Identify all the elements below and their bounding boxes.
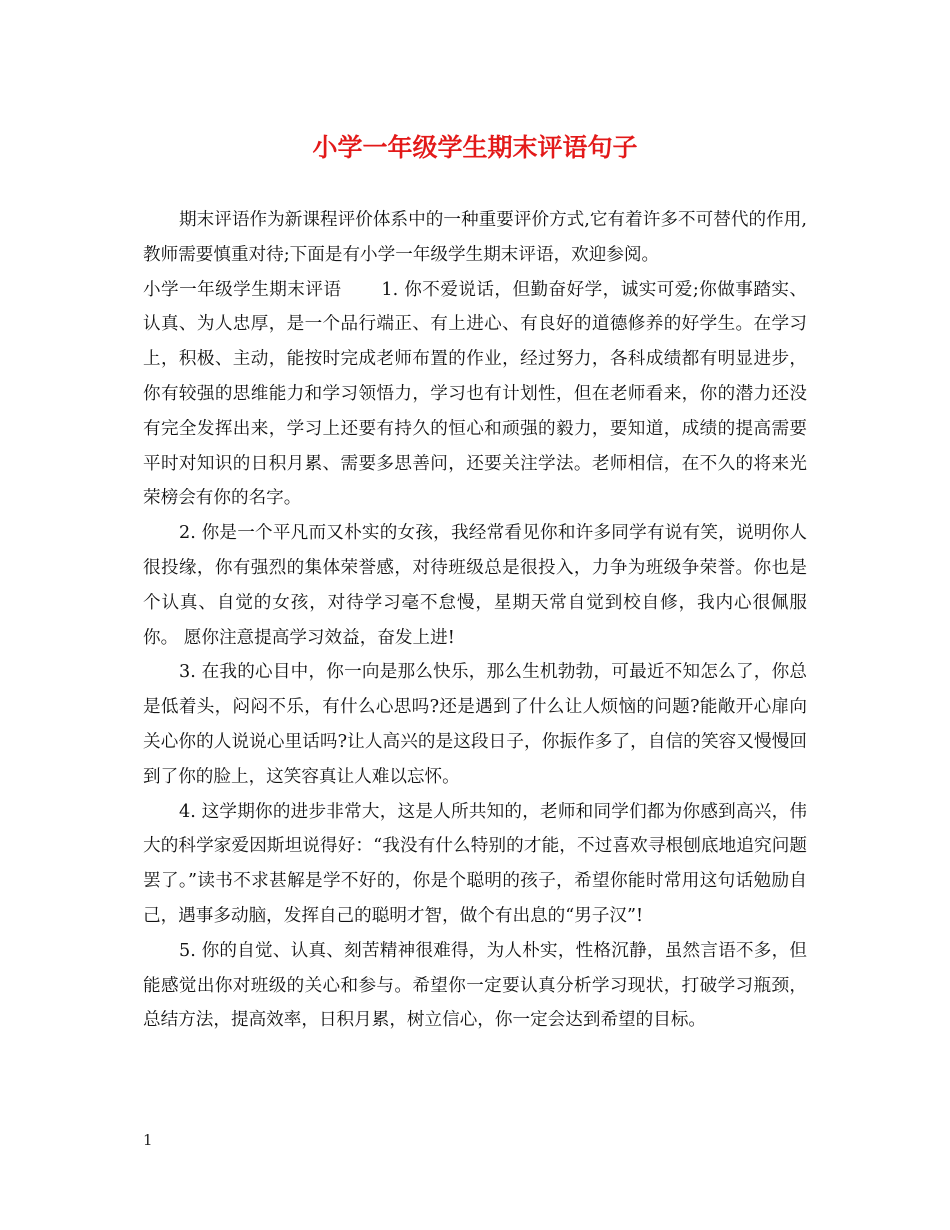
comment-paragraph-4: 4. 这学期你的进步非常大，这是人所共知的，老师和同学们都为你感到高兴，伟大的科学家爱因斯坦说得好：“我没有什么特别的才能，不过喜欢寻根刨底地追究问题罢了。”读书不求甚解是学不好的，你是个聪明的孩子，希望你能时常用这句话勉励自己，遇事多动脑，发挥自己的聪明才智，做个有出息的“男子汉”! [143,801,807,926]
comment-text-1: 1. 你不爱说话，但勤奋好学，诚实可爱;你做事踏实、认真、为人忠厚，是一个品行端正、有上进心、有良好的道德修养的好学生。在学习上，积极、主动，能按时完成老师布置的作业，经过努力，各科成绩都有明显进步，你有较强的思维能力和学习领悟力，学习也有计划性，但在老师看来，你的潜力还没有完全发挥出来，学习上还要有持久的恒心和顽强的毅力，要知道，成绩的提高需要平时对知识的日积月累、需要多思善问，还要关注学法。老师相信，在不久的将来光荣榜会有你的名字。 [143,279,807,509]
comment-paragraph-3: 3. 在我的心目中，你一向是那么快乐，那么生机勃勃，可最近不知怎么了，你总是低着头，闷闷不乐，有什么心思吗?还是遇到了什么让人烦恼的问题?能敞开心扉向关心你的人说说心里话吗?让人高兴的是这段日子，你振作多了，自信的笑容又慢慢回到了你的脸上，这笑容真让人难以忘怀。 [143,662,807,787]
document-title: 小学一年级学生期末评语句子 [312,133,638,162]
comment-paragraph-1 [143,273,807,517]
document-body [143,203,807,1038]
comment-paragraph-2: 2. 你是一个平凡而又朴实的女孩，我经常看见你和许多同学有说有笑，说明你人很投缘，你有强烈的集体荣誉感，对待班级总是很投入，力争为班级争荣誉。你也是个认真、自觉的女孩，对待学习毫不怠慢，星期天常自觉到校自修，我内心很佩服你。 愿你注意提高学习效益，奋发上进! [143,523,807,648]
section-label: 小学一年级学生期末评语 [143,279,342,300]
page-number: 1 [143,1131,153,1149]
comment-paragraph-5: 5. 你的自觉、认真、刻苦精神很难得，为人朴实，性格沉静，虽然言语不多，但能感觉出你对班级的关心和参与。希望你一定要认真分析学习现状，打破学习瓶颈，总结方法，提高效率，日积月累，树立信心，你一定会达到希望的目标。 [143,940,807,1031]
intro-paragraph: 期末评语作为新课程评价体系中的一种重要评价方式,它有着许多不可替代的作用,教师需要慎重对待;下面是有小学一年级学生期末评语，欢迎参阅。 [143,210,807,265]
